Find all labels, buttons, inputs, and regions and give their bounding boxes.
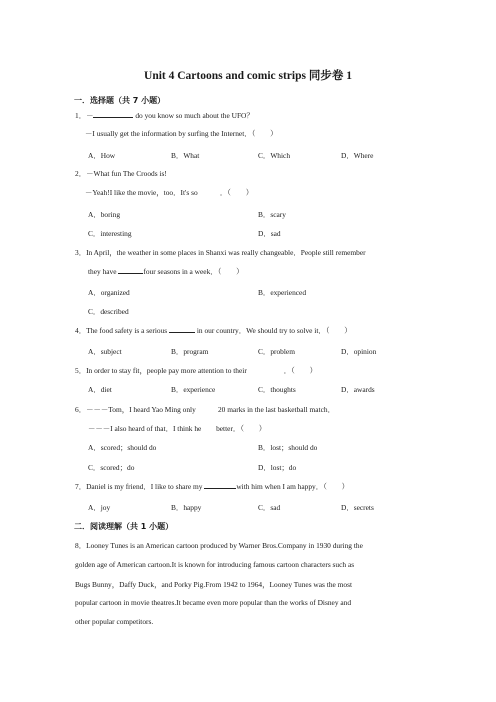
question-3-text-end: four seasons in a week．（ ）: [143, 267, 244, 276]
option-d: D．Where: [341, 151, 374, 160]
question-2-line-1: 2．－What fun The Croods is!: [75, 169, 167, 178]
question-5-line-1: 5．In order to stay fit，people pay more attention to their ．（ ）: [75, 366, 317, 375]
question-1-text: do you know so much about the UFO？: [133, 111, 254, 120]
option-a: A．scored；should do: [88, 443, 157, 452]
answer-blank: [204, 481, 236, 489]
answer-blank: [169, 325, 195, 333]
option-b: B．scary: [258, 210, 286, 219]
page-title: Unit 4 Cartoons and comic strips 同步卷 1: [144, 70, 352, 82]
option-c: C．described: [88, 307, 129, 316]
passage-line: other popular competitors.: [75, 617, 154, 626]
option-b: B．lost；should do: [258, 443, 318, 452]
option-c: C．scored；do: [88, 463, 135, 472]
option-a: A．diet: [88, 385, 112, 394]
option-b: B．program: [171, 347, 209, 356]
option-c: C．Which: [258, 151, 291, 160]
question-4-text-end: in our country．We should try to solve it．（ ）: [195, 326, 352, 335]
option-b: B．What: [171, 151, 200, 160]
question-7-text-start: 7．Daniel is my friend．I like to share my: [75, 482, 205, 491]
option-b: B．experienced: [258, 288, 307, 297]
question-4-line-1: [75, 325, 352, 336]
question-4-text-start: 4．The food safety is a serious: [75, 326, 170, 335]
passage-line: 8．Looney Tunes is an American cartoon produced by Warner Bros.Company in 1930 during the: [75, 541, 363, 550]
passage-line: popular cartoon in movie theatres.It became even more popular than the works of Disney and: [75, 598, 352, 607]
question-2-line-2: －Yeah!I like the movie，too．It's so ．（ ）: [85, 188, 254, 197]
passage-line: Bugs Bunny，Daffy Duck，and Porky Pig.From 1942 to 1964，Looney Tunes was the most: [75, 580, 353, 589]
question-6-line-2: －－－I also heard of that．I think he better．（ ）: [88, 424, 267, 433]
question-6-line-1: 6．－－－Tom，I heard Yao Ming only 20 marks in the last basketball match．: [75, 405, 335, 414]
question-7-text-end: with him when I am happy．（ ）: [236, 482, 350, 491]
passage-line: golden age of American cartoon.It is known for introducing famous cartoon characters such as: [75, 560, 355, 569]
option-d: D．secrets: [341, 503, 374, 512]
question-3-line-1: 3．In April，the weather in some places in Shanxi was really changeable．People still remember: [75, 248, 366, 257]
option-d: D．opinion: [341, 347, 377, 356]
option-c: C．sad: [258, 503, 281, 512]
question-1-line-2: －I usually get the information by surfing the Internet．（ ）: [85, 129, 278, 138]
option-c: C．problem: [258, 347, 295, 356]
answer-blank: [93, 110, 133, 118]
option-d: D．awards: [341, 385, 375, 394]
option-c: C．interesting: [88, 229, 132, 238]
question-1-prefix: 1．－: [75, 111, 94, 120]
option-d: D．sad: [258, 229, 281, 238]
option-a: A．joy: [88, 503, 111, 512]
question-7-line-1: [75, 481, 349, 492]
option-a: A．boring: [88, 210, 121, 219]
option-b: B．experience: [171, 385, 216, 394]
question-3-text-start: they have: [88, 267, 119, 276]
option-a: A．organized: [88, 288, 130, 297]
question-3-line-2: [88, 266, 244, 277]
section-heading-choice: 一．选择题（共 7 小题）: [74, 96, 166, 105]
question-1-line-1: [75, 110, 254, 121]
option-a: A．How: [88, 151, 116, 160]
section-heading-reading: 二．阅读理解（共 1 小题）: [74, 522, 174, 531]
answer-blank: [118, 266, 143, 274]
option-c: C．thoughts: [258, 385, 296, 394]
option-a: A．subject: [88, 347, 122, 356]
option-b: B．happy: [171, 503, 202, 512]
option-d: D．lost；do: [258, 463, 297, 472]
